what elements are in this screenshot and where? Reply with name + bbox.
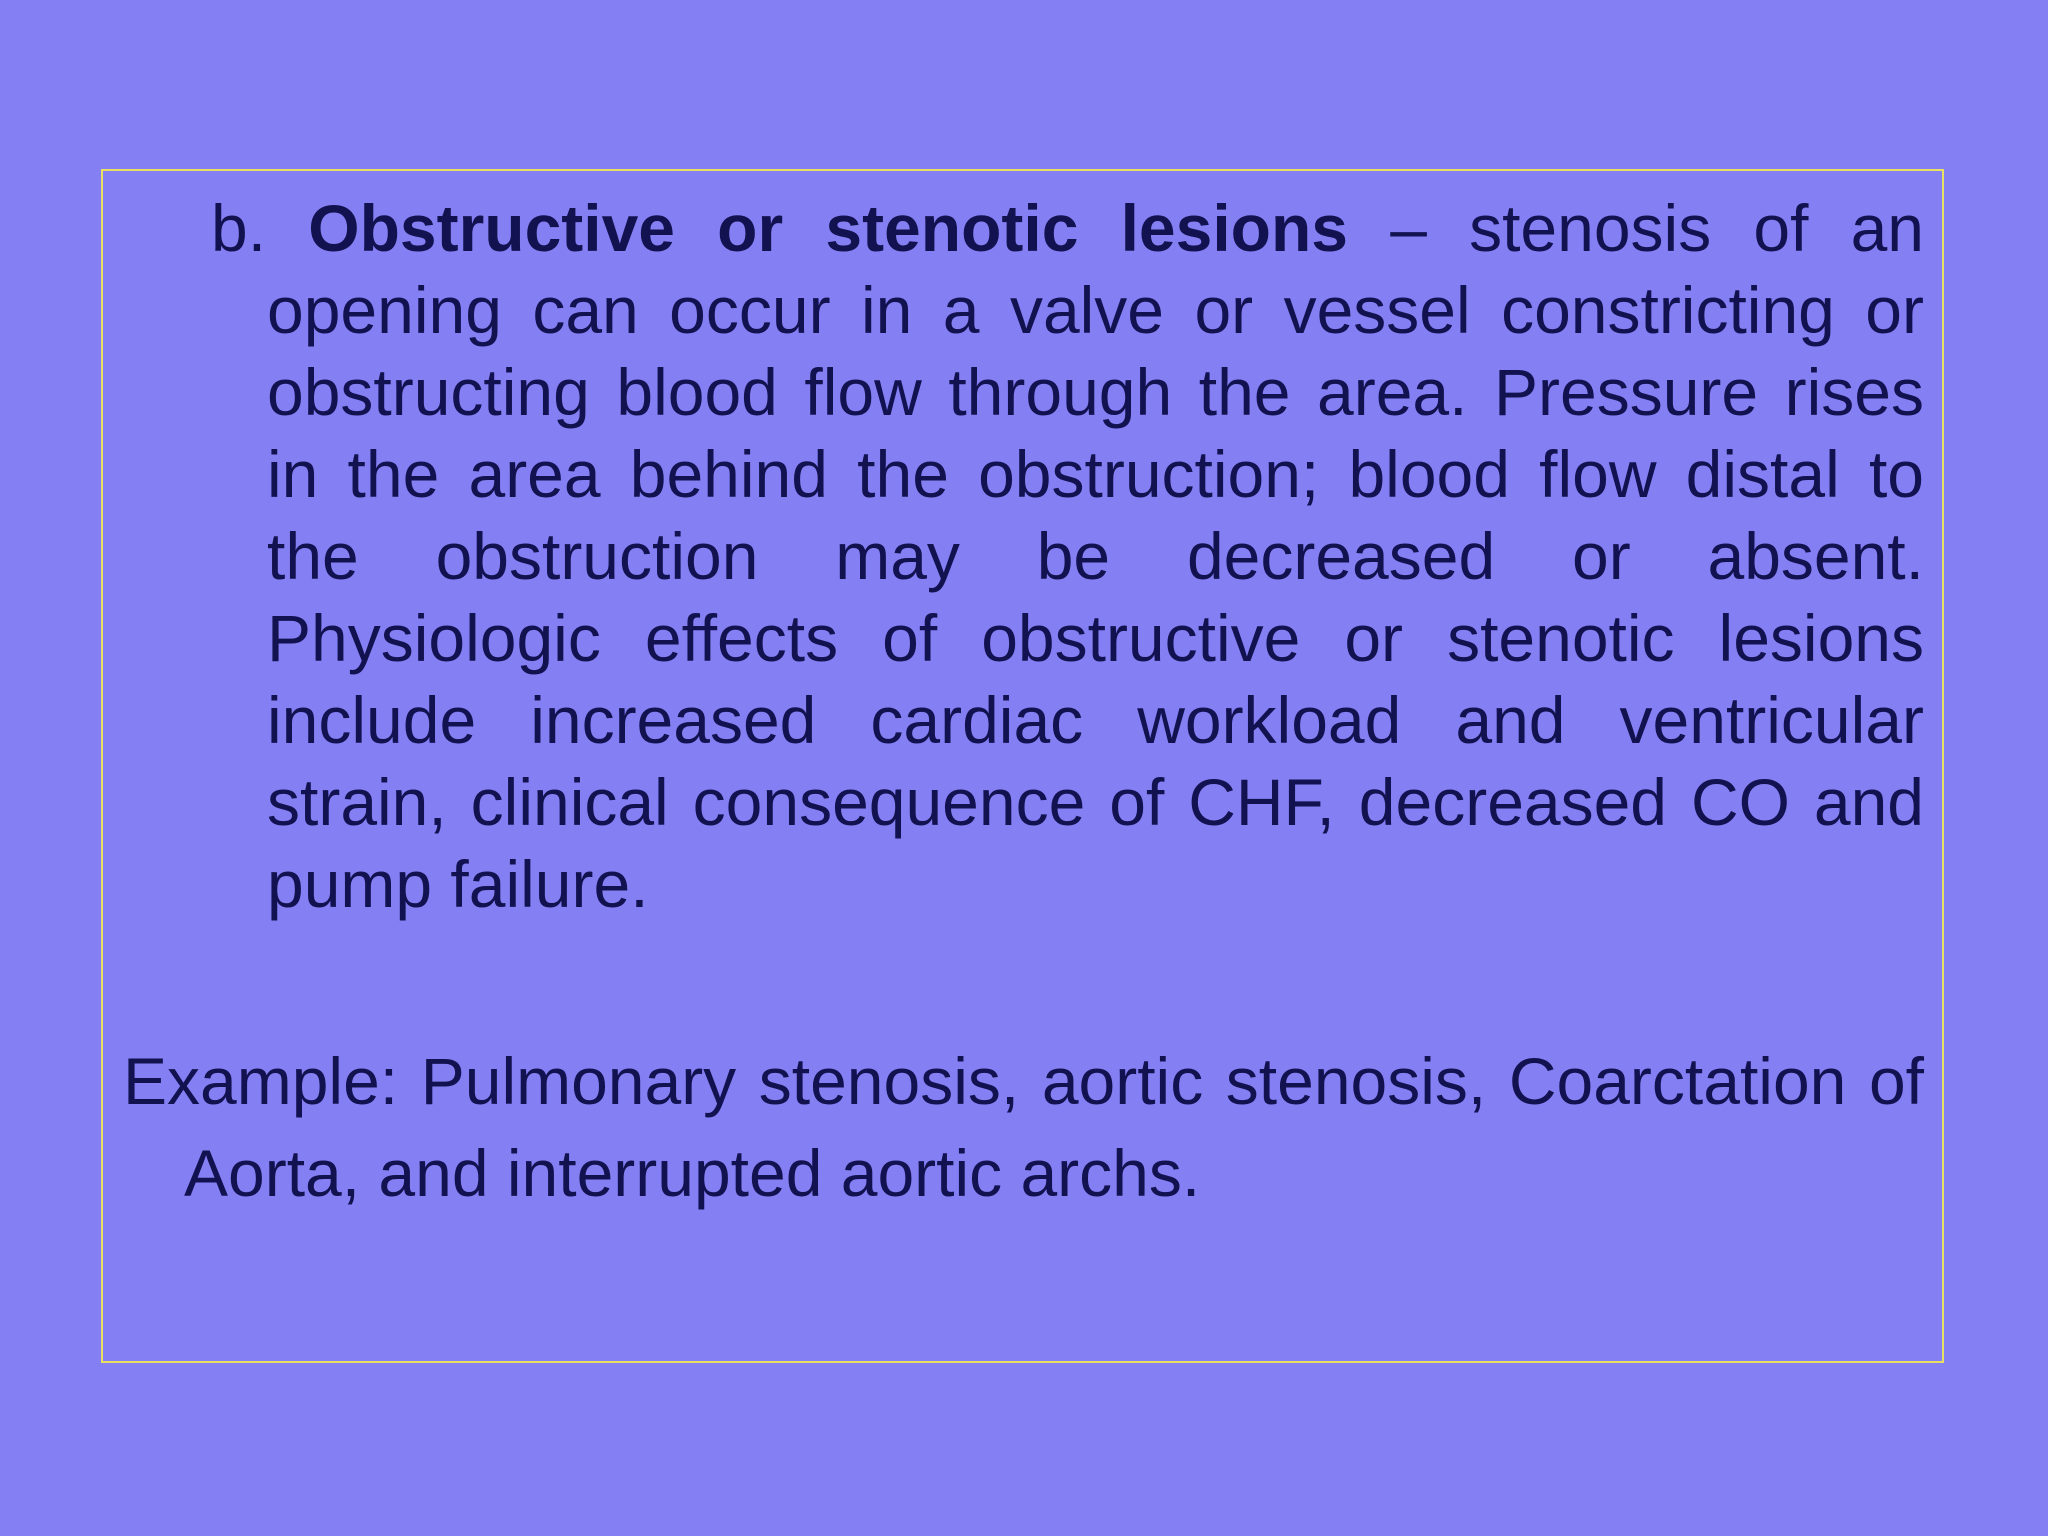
bullet-paragraph bbox=[211, 187, 1925, 925]
bullet-term: Obstructive or stenotic lesions bbox=[308, 191, 1349, 265]
bullet-text bbox=[211, 187, 1925, 925]
example-paragraph: Example: Pulmonary stenosis, aortic stenosis, Coarctation of Aorta, and interrupted aortic archs. bbox=[123, 1044, 1924, 1210]
bullet-marker: b. bbox=[211, 191, 267, 265]
bullet-description: – stenosis of an opening can occur in a valve or vessel constricting or obstructing blood flow through the area. Pressure rises in the area behind the obstruction; blood flow distal to the obstruction may be decreased or absent. Physiologic effects of obstructive or stenotic lesions include increased cardiac workload and ventricular strain, clinical consequence of CHF, decreased CO and pump failure. bbox=[267, 191, 1925, 921]
